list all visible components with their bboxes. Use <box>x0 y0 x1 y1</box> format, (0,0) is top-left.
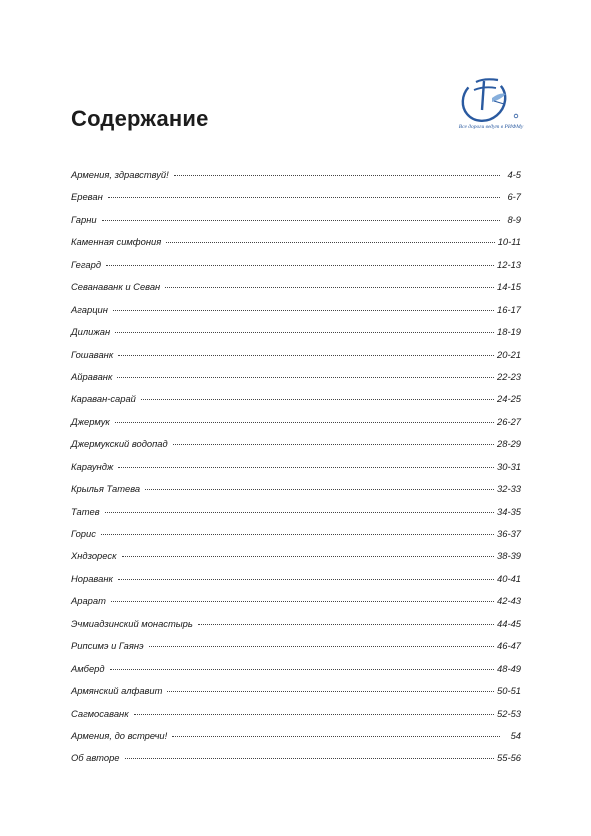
toc-entry-title: Джермук <box>71 415 110 427</box>
toc-entry-page: 8-9 <box>507 213 521 225</box>
toc-dot-leader <box>149 646 494 647</box>
toc-dot-leader <box>108 197 500 198</box>
toc-entry-title: Караван-сарай <box>71 393 136 405</box>
toc-entry[interactable] <box>71 169 521 191</box>
toc-entry[interactable] <box>71 528 521 550</box>
toc-entry-page: 14-15 <box>497 281 521 293</box>
toc-entry-page: 30-31 <box>497 460 521 472</box>
toc-dot-leader <box>110 669 494 670</box>
toc-entry-page: 24-25 <box>497 393 521 405</box>
toc-entry[interactable] <box>71 550 521 572</box>
toc-dot-leader <box>145 489 494 490</box>
toc-entry[interactable] <box>71 326 521 348</box>
toc-entry-title: Гошаванк <box>71 348 114 360</box>
toc-entry[interactable] <box>71 461 521 483</box>
toc-entry-title: Амберд <box>71 662 105 674</box>
toc-entry-page: 4-5 <box>507 169 521 180</box>
toc-entry-title: Горис <box>71 528 96 539</box>
toc-entry-title: Хндзореск <box>71 550 117 562</box>
toc-entry-title: Арарат <box>71 595 106 607</box>
toc-entry[interactable] <box>71 640 521 662</box>
toc-entry-page: 34-35 <box>497 505 521 517</box>
toc-entry-title: Дилижан <box>71 326 111 338</box>
toc-dot-leader <box>118 467 494 468</box>
toc-entry-page: 26-27 <box>497 415 521 427</box>
toc-entry-page: 50-51 <box>497 685 521 697</box>
toc-entry-page: 40-41 <box>497 572 521 584</box>
toc-dot-leader <box>117 377 494 378</box>
toc-dot-leader <box>105 512 494 513</box>
toc-entry[interactable] <box>71 438 521 460</box>
toc-entry-page: 12-13 <box>497 258 521 270</box>
publisher-logo <box>446 70 536 136</box>
toc-entry-page: 52-53 <box>497 707 521 719</box>
page-title: Содержание <box>71 106 209 131</box>
toc-dot-leader <box>106 265 494 266</box>
logo-emblem-icon <box>454 70 524 124</box>
toc-entry-title: Джермукский водопад <box>71 438 168 450</box>
toc-entry-title: Агарцин <box>71 303 108 315</box>
toc-dot-leader <box>134 714 494 715</box>
toc-entry-page: 55-56 <box>497 752 521 764</box>
toc-entry-page: 6-7 <box>507 191 521 203</box>
toc-entry-page: 46-47 <box>497 640 521 652</box>
toc-entry-page: 36-37 <box>497 528 521 539</box>
toc-dot-leader <box>113 310 494 311</box>
toc-entry[interactable] <box>71 236 521 258</box>
toc-entry[interactable] <box>71 281 521 303</box>
toc-entry-title: Каменная симфония <box>71 236 162 248</box>
toc-entry[interactable] <box>71 214 521 236</box>
toc-entry-title: Армения, здравствуй! <box>71 169 169 180</box>
toc-dot-leader <box>122 556 495 557</box>
toc-entry[interactable] <box>71 595 521 617</box>
toc-entry-page: 48-49 <box>497 662 521 674</box>
toc-entry-title: Караундж <box>71 460 114 472</box>
toc-entry-page: 32-33 <box>497 483 521 495</box>
table-of-contents <box>71 169 521 775</box>
toc-dot-leader <box>102 220 500 221</box>
toc-entry-title: Нораванк <box>71 572 113 584</box>
toc-dot-leader <box>118 579 494 580</box>
toc-entry-page: 28-29 <box>497 438 521 450</box>
toc-entry-title: Об авторе <box>71 752 120 764</box>
toc-entry-page: 16-17 <box>497 303 521 315</box>
toc-dot-leader <box>101 534 494 535</box>
toc-dot-leader <box>174 175 500 176</box>
toc-dot-leader <box>172 736 500 737</box>
toc-entry-title: Ереван <box>71 191 103 203</box>
toc-entry[interactable] <box>71 416 521 438</box>
toc-entry-title: Армения, до встречи! <box>71 729 168 741</box>
toc-dot-leader <box>125 758 494 759</box>
toc-entry[interactable] <box>71 663 521 685</box>
toc-dot-leader <box>165 287 494 288</box>
toc-entry-title: Эчмиадзинский монастырь <box>71 617 193 629</box>
toc-dot-leader <box>173 444 494 445</box>
toc-entry[interactable] <box>71 752 521 774</box>
toc-entry-title: Гегард <box>71 258 102 270</box>
toc-entry[interactable] <box>71 304 521 326</box>
toc-entry-title: Рипсимэ и Гаянэ <box>71 640 144 652</box>
toc-dot-leader <box>166 242 494 243</box>
toc-entry[interactable] <box>71 506 521 528</box>
toc-dot-leader <box>167 691 494 692</box>
toc-entry-title: Сагмосаванк <box>71 707 129 719</box>
toc-dot-leader <box>198 624 494 625</box>
toc-entry[interactable] <box>71 685 521 707</box>
toc-entry-title: Гарни <box>71 213 97 225</box>
toc-entry[interactable] <box>71 730 521 752</box>
toc-entry[interactable] <box>71 393 521 415</box>
toc-entry[interactable] <box>71 483 521 505</box>
toc-entry-page: 38-39 <box>497 550 521 562</box>
toc-dot-leader <box>115 422 494 423</box>
toc-dot-leader <box>141 399 494 400</box>
toc-dot-leader <box>118 355 494 356</box>
logo-caption: Все дороги ведут в РИФМу <box>458 124 524 130</box>
toc-entry-title: Айраванк <box>71 370 113 382</box>
toc-entry-page: 54 <box>510 729 521 741</box>
toc-entry[interactable] <box>71 573 521 595</box>
toc-dot-leader <box>115 332 494 333</box>
toc-entry-page: 22-23 <box>497 370 521 382</box>
toc-entry-page: 10-11 <box>497 236 521 248</box>
toc-entry-title: Татев <box>71 505 100 517</box>
toc-entry[interactable] <box>71 618 521 640</box>
toc-entry-page: 42-43 <box>497 595 521 607</box>
toc-entry[interactable] <box>71 191 521 213</box>
toc-entry-title: Крылья Татева <box>71 483 141 495</box>
toc-entry-page: 44-45 <box>497 617 521 629</box>
toc-entry-title: Севанаванк и Севан <box>71 281 161 293</box>
toc-entry-page: 18-19 <box>497 326 521 338</box>
toc-entry[interactable] <box>71 349 521 371</box>
toc-entry[interactable] <box>71 259 521 281</box>
toc-dot-leader <box>111 601 494 602</box>
toc-entry-title: Армянский алфавит <box>71 685 163 697</box>
toc-entry-page: 20-21 <box>497 348 521 360</box>
toc-entry[interactable] <box>71 371 521 393</box>
toc-entry[interactable] <box>71 708 521 730</box>
